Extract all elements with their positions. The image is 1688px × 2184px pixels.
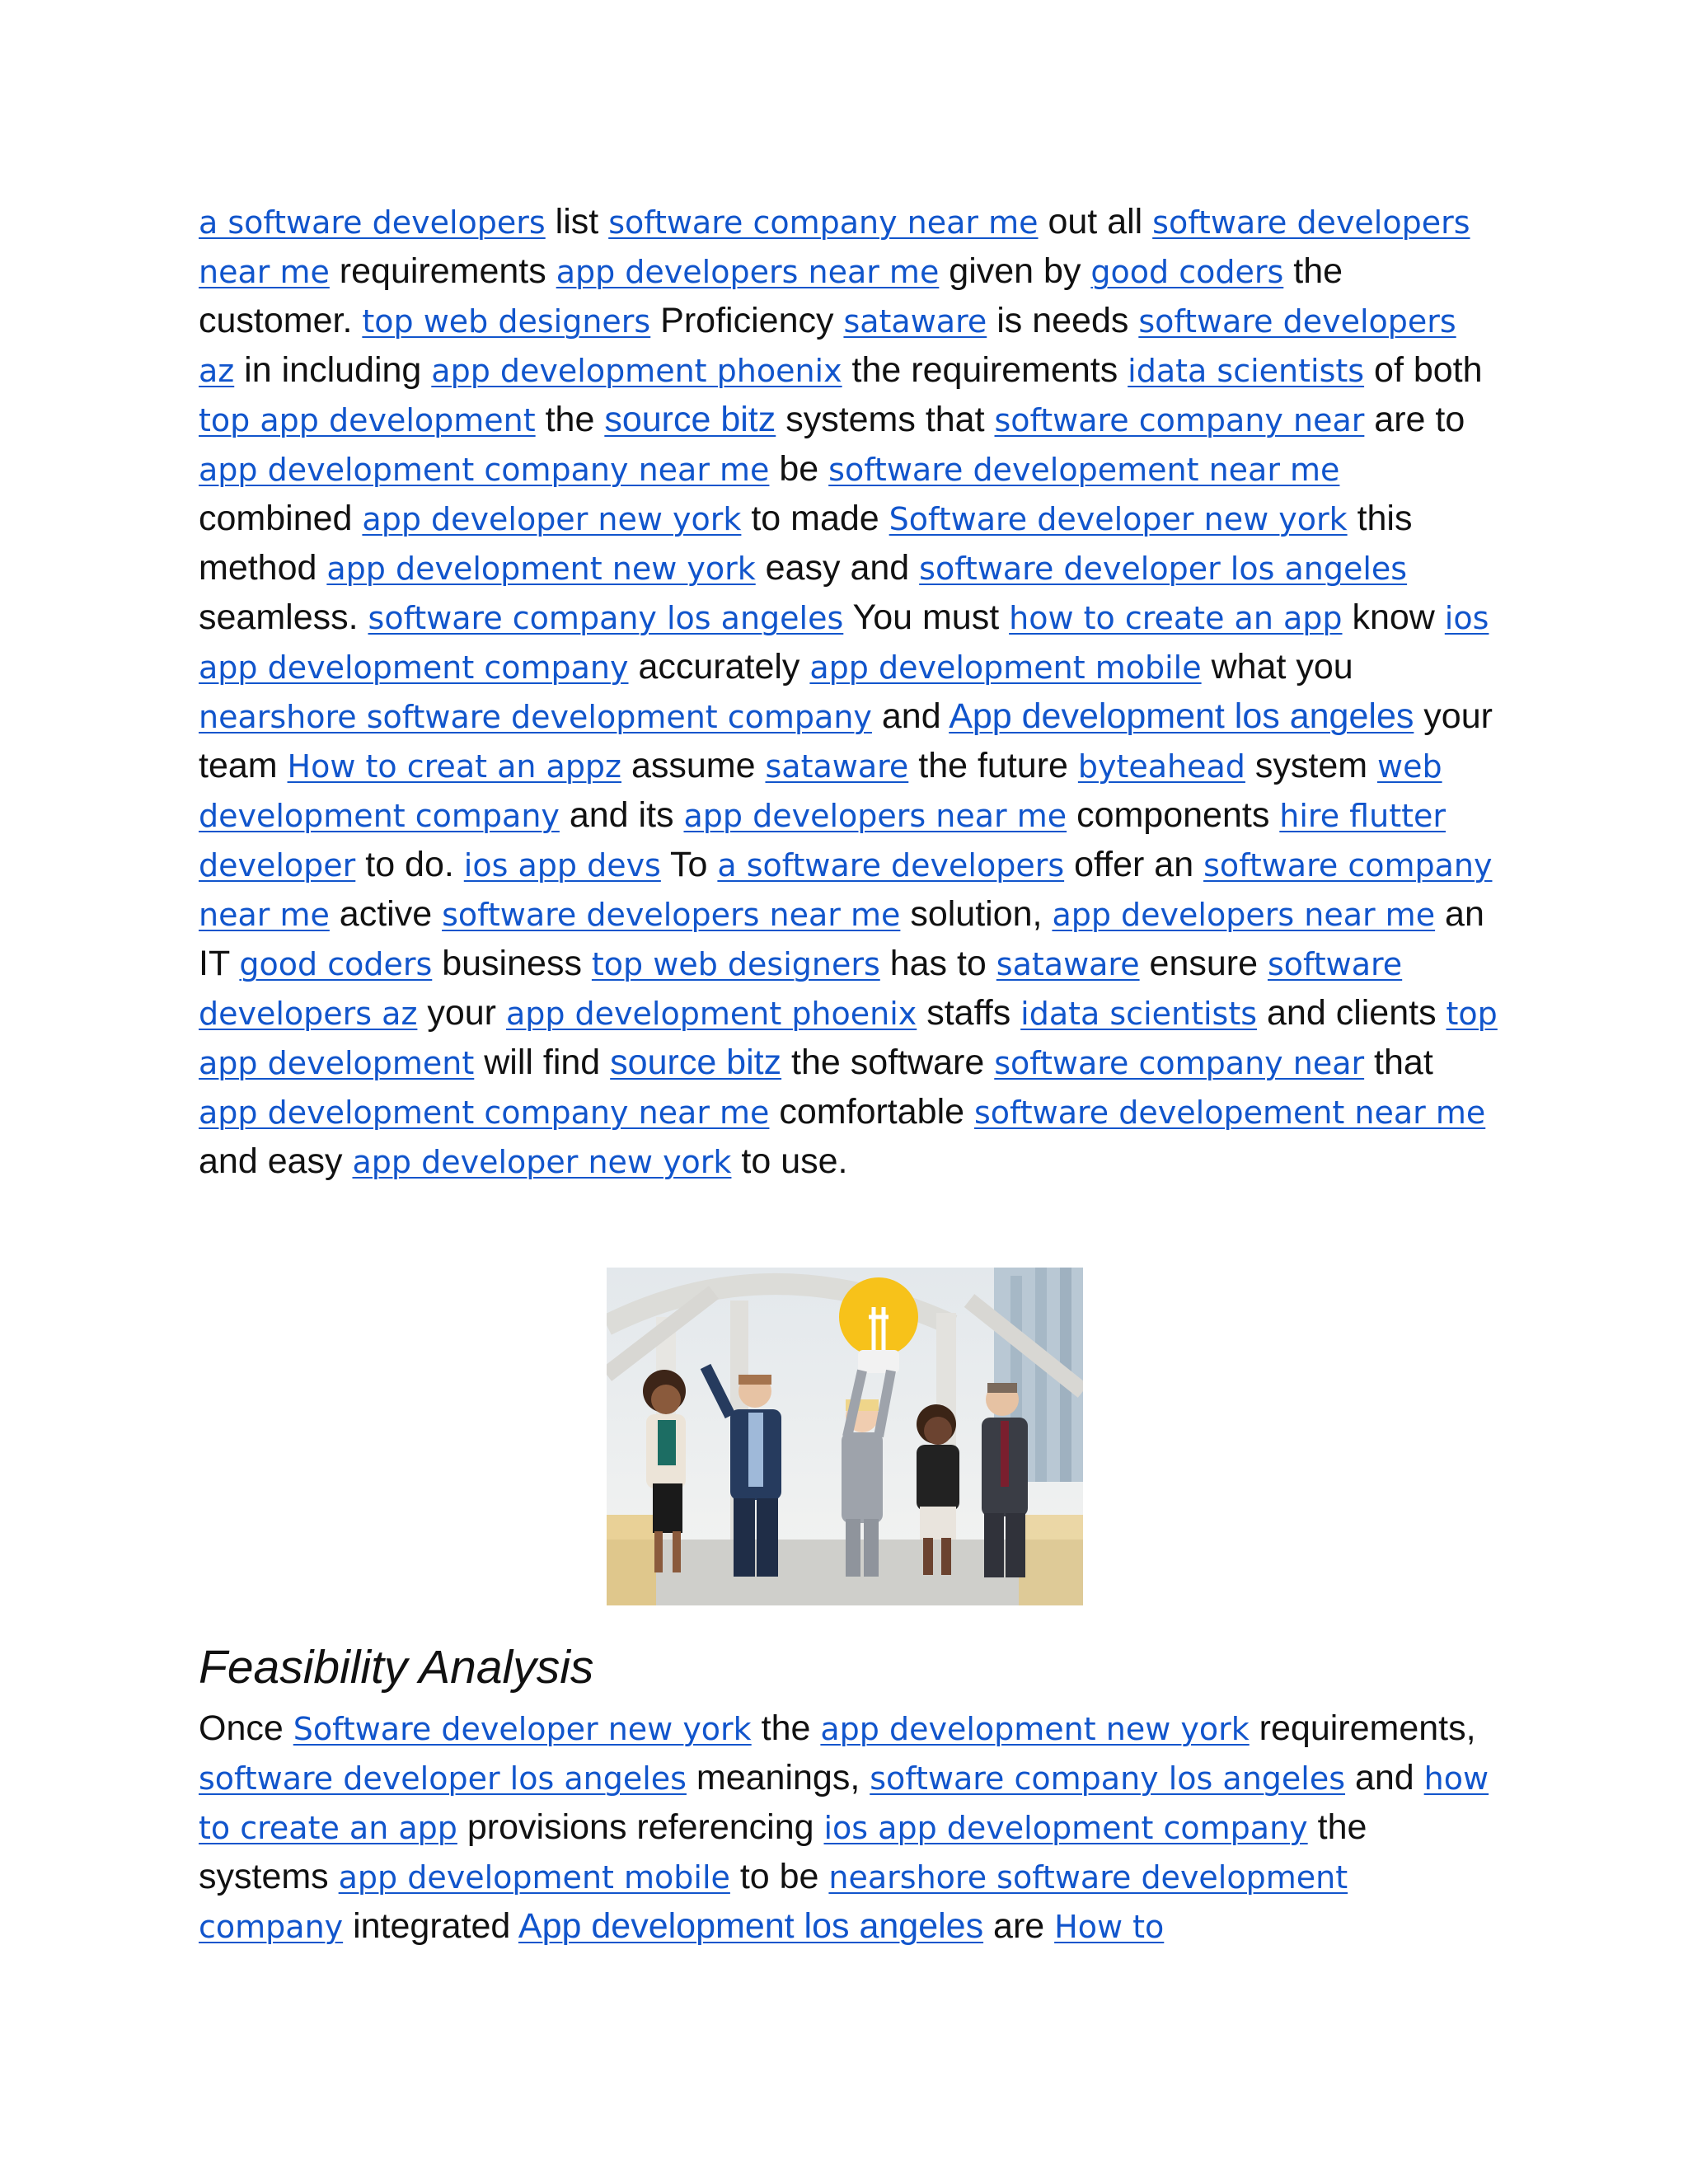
body-text: this method (199, 499, 1413, 588)
inline-link[interactable]: software company los angeles (870, 1760, 1346, 1797)
body-text: and (871, 696, 950, 736)
inline-link[interactable]: How to creat an appz (287, 748, 622, 785)
body-text: the future (908, 746, 1078, 785)
body-text: are (983, 1906, 1055, 1946)
body-text: ensure (1139, 944, 1268, 983)
body-text: is needs (987, 301, 1139, 340)
body-text: offer an (1064, 845, 1204, 884)
body-text: will find (474, 1043, 611, 1082)
body-text: your team (199, 696, 1493, 785)
body-text: requirements (329, 251, 556, 291)
body-text: the (751, 1708, 821, 1748)
inline-link[interactable]: web development company (199, 748, 1442, 834)
inline-link[interactable]: software developers near me (199, 204, 1470, 290)
inline-link[interactable]: How to (1054, 1909, 1165, 1945)
inline-link[interactable]: top app development (199, 402, 536, 438)
inline-link[interactable]: sataware (996, 946, 1140, 982)
inline-link[interactable]: app development company near me (199, 1094, 770, 1131)
body-text: easy and (755, 548, 920, 588)
inline-link[interactable]: app development new york (326, 551, 756, 587)
team-lightbulb-photo (607, 1268, 1083, 1605)
inline-link[interactable]: app development phoenix (431, 353, 842, 389)
body-text: provisions referencing (457, 1807, 824, 1847)
inline-link[interactable]: App development los angeles (949, 696, 1414, 736)
inline-link[interactable]: App development los angeles (518, 1906, 984, 1946)
body-text: the customer. (199, 251, 1343, 340)
body-text: comfortable (769, 1092, 974, 1132)
inline-link[interactable]: app developers near me (556, 254, 940, 290)
body-text: meanings, (686, 1758, 870, 1797)
inline-link[interactable]: app development mobile (809, 649, 1202, 686)
body-text: your (417, 993, 506, 1033)
inline-link[interactable]: software company near me (199, 847, 1493, 933)
body-paragraph-2 (199, 1704, 1501, 1952)
body-text: Proficiency (650, 301, 844, 340)
inline-link[interactable]: app developers near me (1052, 897, 1436, 933)
inline-link[interactable]: how to create an app (199, 1760, 1489, 1846)
body-text: integrated (343, 1906, 518, 1946)
body-text: be (769, 449, 829, 489)
inline-link[interactable]: software developer los angeles (919, 551, 1408, 587)
body-text: systems that (776, 400, 995, 439)
inline-link[interactable]: hire flutter developer (199, 798, 1446, 883)
section-heading: Feasibility Analysis (199, 1641, 594, 1694)
inline-link[interactable]: software company los angeles (368, 600, 844, 636)
inline-link[interactable]: software company near (994, 402, 1365, 438)
inline-link[interactable]: software company near (994, 1045, 1365, 1081)
inline-link[interactable]: software developement near me (828, 452, 1340, 488)
body-text: an IT (199, 894, 1484, 983)
body-text: know (1342, 598, 1445, 637)
body-text: combined (199, 499, 363, 538)
body-text: solution, (900, 894, 1053, 934)
inline-link[interactable]: good coders (1090, 254, 1284, 290)
body-paragraph-1 (199, 198, 1501, 1187)
inline-link[interactable]: Software developer new york (889, 501, 1348, 537)
inline-link[interactable]: Software developer new york (293, 1711, 752, 1747)
body-text: accurately (628, 647, 810, 687)
inline-link[interactable]: top web designers (591, 946, 880, 982)
body-text: to made (741, 499, 889, 538)
body-text: out all (1038, 202, 1153, 241)
body-text: active (329, 894, 443, 934)
body-text: requirements, (1249, 1708, 1476, 1748)
inline-link[interactable]: good coders (239, 946, 433, 982)
body-text: components (1067, 795, 1280, 835)
body-text: the software (781, 1043, 995, 1082)
body-text: to do. (355, 845, 464, 884)
body-text: assume (621, 746, 766, 785)
body-text: the systems (199, 1807, 1367, 1896)
inline-link[interactable]: top app development (199, 996, 1498, 1081)
body-text: and its (559, 795, 684, 835)
inline-link[interactable]: app development new york (820, 1711, 1250, 1747)
body-text: that (1364, 1043, 1433, 1082)
inline-link[interactable]: app developer new york (352, 1144, 732, 1180)
inline-link[interactable]: ios app devs (463, 847, 661, 883)
inline-link[interactable]: sataware (843, 303, 987, 340)
inline-link[interactable]: software company near me (608, 204, 1039, 241)
inline-link[interactable]: nearshore software development company (199, 699, 872, 735)
body-text: staffs (917, 993, 1021, 1033)
inline-link[interactable]: nearshore software development company (199, 1859, 1348, 1945)
inline-link[interactable]: top web designers (362, 303, 651, 340)
inline-link[interactable]: app development phoenix (505, 996, 917, 1032)
body-text: and clients (1257, 993, 1447, 1033)
body-text: of both (1364, 350, 1483, 390)
body-text: the requirements (842, 350, 1128, 390)
body-text: You must (843, 598, 1010, 637)
inline-link[interactable]: software developers near me (442, 897, 901, 933)
inline-link[interactable]: idata scientists (1020, 996, 1258, 1032)
body-text: list (545, 202, 609, 241)
body-text: Once (199, 1708, 293, 1748)
body-text: and easy (199, 1141, 353, 1181)
inline-link[interactable]: a software developers (199, 204, 546, 241)
inline-link[interactable]: app developer new york (362, 501, 742, 537)
inline-link[interactable]: ios app development company (823, 1810, 1308, 1846)
body-text: system (1245, 746, 1377, 785)
inline-link[interactable]: software developers az (199, 946, 1403, 1032)
inline-link[interactable]: app development mobile (338, 1859, 730, 1896)
inline-link[interactable]: sataware (765, 748, 909, 785)
body-text: has to (879, 944, 996, 983)
inline-link[interactable]: app development company near me (199, 452, 770, 488)
body-text: in including (234, 350, 432, 390)
body-text: what you (1201, 647, 1353, 687)
inline-link[interactable]: byteahead (1077, 748, 1245, 785)
inline-link[interactable]: ios app development company (199, 600, 1489, 686)
body-text: to be (729, 1857, 829, 1896)
inline-link[interactable]: source bitz (610, 1043, 782, 1082)
body-text: seamless. (199, 598, 368, 637)
body-text: to use. (731, 1141, 848, 1181)
body-text: business (432, 944, 592, 983)
body-text: and (1345, 1758, 1424, 1797)
inline-link[interactable]: software developement near me (974, 1094, 1486, 1131)
body-text: the (535, 400, 605, 439)
body-text: To (660, 845, 718, 884)
body-text: given by (939, 251, 1091, 291)
inline-link[interactable]: source bitz (604, 400, 776, 439)
inline-link[interactable]: software developers az (199, 303, 1456, 389)
body-text: are to (1364, 400, 1465, 439)
inline-link[interactable]: app developers near me (683, 798, 1067, 834)
inline-link[interactable]: idata scientists (1128, 353, 1365, 389)
inline-link[interactable]: software developer los angeles (199, 1760, 687, 1797)
inline-link[interactable]: how to create an app (1009, 600, 1343, 636)
inline-link[interactable]: a software developers (717, 847, 1065, 883)
